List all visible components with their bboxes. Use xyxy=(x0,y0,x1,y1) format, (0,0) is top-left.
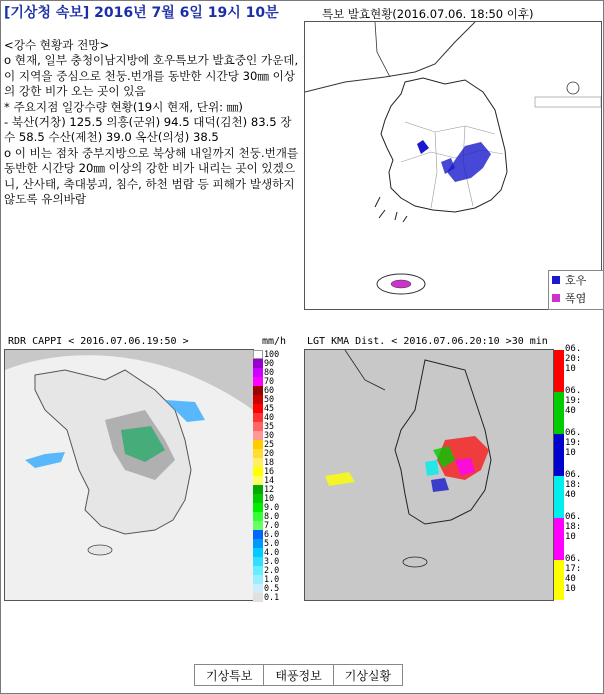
lightning-scale-labels xyxy=(565,344,581,594)
lgt-label: 19: xyxy=(565,438,582,448)
radar-caption: RDR CAPPI < 2016.07.06.19:50 > xyxy=(8,336,189,347)
scale-label: 10 xyxy=(264,493,275,503)
lgt-label: 06. xyxy=(565,470,582,480)
scale-label: 35 xyxy=(264,421,275,431)
lgt-label: 06. xyxy=(565,428,582,438)
weather-observation-button[interactable]: 기상실황 xyxy=(333,664,403,686)
lgt-label: 19: xyxy=(565,396,582,406)
warning-map-graphic xyxy=(305,22,601,309)
bulletin-section-title: <강수 현황과 전망> xyxy=(4,38,110,52)
scale-label: 30 xyxy=(264,430,275,440)
scale-label: 4.0 xyxy=(264,547,280,557)
scale-label: 6.0 xyxy=(264,529,280,539)
scale-label: 100 xyxy=(264,349,280,359)
lightning-graphic xyxy=(305,350,553,600)
scale-label: 40 xyxy=(264,412,275,422)
scale-label: 7.0 xyxy=(264,520,280,530)
scale-label: 3.0 xyxy=(264,556,280,566)
warning-map[interactable] xyxy=(304,21,602,310)
scale-label: 1.0 xyxy=(264,574,280,584)
nav-buttons xyxy=(194,664,402,686)
radar-color-scale xyxy=(253,350,263,602)
lgt-label: 18: xyxy=(565,522,582,532)
lgt-label: 40 xyxy=(565,490,576,500)
lightning-color-scale xyxy=(554,350,564,600)
radar-unit: mm/h xyxy=(262,336,287,347)
scale-label: 20 xyxy=(264,448,275,458)
scale-label: 90 xyxy=(264,358,275,368)
radar-scale-labels xyxy=(264,350,279,602)
lgt-label: 10 xyxy=(565,448,576,458)
scale-label: 45 xyxy=(264,403,275,413)
bulletin-paragraph: - 북산(거창) 125.5 의흥(군위) 94.5 대덕(김천) 83.5 장수 58.5 수산(제천) 39.0 옥산(의성) 38.5 xyxy=(4,115,292,145)
lgt-label: 06. xyxy=(565,344,582,354)
bulletin-paragraph: * 주요지점 일강수량 현황(19시 현재, 단위: ㎜) xyxy=(4,99,243,114)
page-title: [기상청 속보] 2016년 7월 6일 19시 10분 xyxy=(4,5,279,21)
legend-label: 폭염 xyxy=(565,292,587,305)
scale-label: 9.0 xyxy=(264,502,280,512)
legend-swatch xyxy=(552,294,560,302)
legend-swatch xyxy=(552,276,560,284)
scale-label: 5.0 xyxy=(264,538,280,548)
radar-graphic xyxy=(5,350,253,600)
lgt-label: 10 xyxy=(565,532,576,542)
warning-legend xyxy=(548,270,604,310)
lgt-label: 06. xyxy=(565,386,582,396)
scale-label: 60 xyxy=(264,385,275,395)
scale-label: 25 xyxy=(264,439,275,449)
lgt-label: 10 xyxy=(565,584,576,594)
lgt-label: 06. xyxy=(565,512,582,522)
lgt-label: 06. xyxy=(565,554,582,564)
scale-label: 8.0 xyxy=(264,511,280,521)
scale-label: 0.1 xyxy=(264,592,280,602)
lightning-image[interactable] xyxy=(304,349,554,601)
legend-label: 호우 xyxy=(565,274,587,287)
lgt-label: 18: xyxy=(565,480,582,490)
bulletin-paragraph: o 현재, 일부 충청이남지방에 호우특보가 발효중인 가운데, 이 지역을 중심으로 천둥.번개를 동반한 시간당 30㎜ 이상의 강한 비가 오는 곳이 있음 xyxy=(4,53,299,99)
scale-label: 70 xyxy=(264,376,275,386)
lgt-label: 10 xyxy=(565,364,576,374)
lgt-label: 17: xyxy=(565,564,582,574)
scale-label: 50 xyxy=(264,394,275,404)
scale-label: 2.0 xyxy=(264,565,280,575)
lgt-label: 20: xyxy=(565,354,582,364)
scale-label: 16 xyxy=(264,466,275,476)
lightning-caption: LGT KMA Dist. < 2016.07.06.20:10 >30 min xyxy=(307,336,548,347)
warning-map-caption: 특보 발효현황(2016.07.06. 18:50 이후) xyxy=(322,7,534,21)
radar-image[interactable] xyxy=(4,349,254,601)
scale-label: 0.5 xyxy=(264,583,280,593)
weather-warning-button[interactable]: 기상특보 xyxy=(194,664,264,686)
scale-label: 18 xyxy=(264,457,275,467)
legend-item-heatwave xyxy=(549,289,603,307)
scale-label: 12 xyxy=(264,484,275,494)
scale-label: 80 xyxy=(264,367,275,377)
scale-label: 14 xyxy=(264,475,275,485)
typhoon-info-button[interactable]: 태풍정보 xyxy=(263,664,333,686)
weather-bulletin xyxy=(4,38,299,207)
lgt-label: 40 xyxy=(565,406,576,416)
legend-item-heavy-rain xyxy=(549,271,603,289)
lgt-label: 40 xyxy=(565,574,576,584)
bulletin-paragraph: o 이 비는 점차 중부지방으로 북상해 내일까지 천둥.번개를 동반한 시간당 20㎜ 이상의 강한 비가 내리는 곳이 있겠으니, 산사태, 축대붕괴, 침수, 하천 범람 등 피해가 발생하지 않도록 유의바람 xyxy=(4,145,299,207)
